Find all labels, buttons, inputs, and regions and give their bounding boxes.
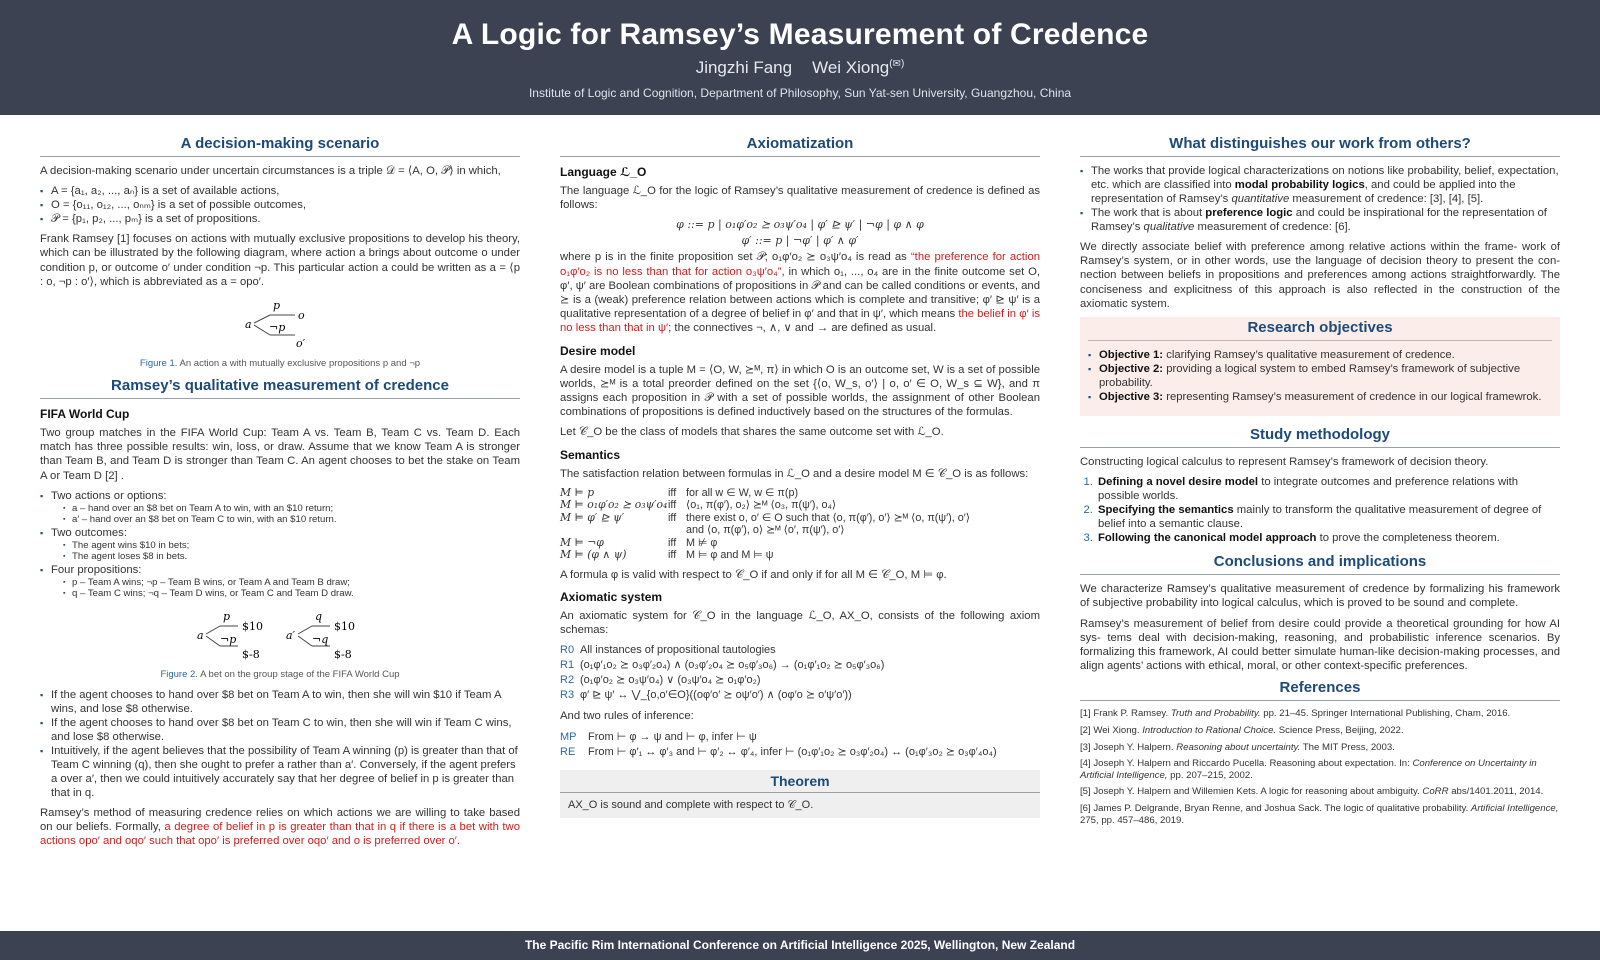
semantics-row: M ⊨ (φ ∧ ψ) iff M ⊨ φ and M ⊨ ψ [560, 548, 774, 562]
diagram-node-a: a [197, 628, 204, 642]
list-item: 1. Defining a novel desire model to integrate outcomes and preference relations with possible worlds. [1096, 475, 1560, 503]
subsection-title: Axiomatic system [560, 590, 663, 605]
list-item: ▪ If the agent chooses to hand over $8 bet on Team C to win, then she will win if Team C wins, and lose $8 otherwise. [40, 716, 520, 744]
semantics-row: M ⊨ φ′ ⊵ ψ′ iff there exist o, o′ ∈ O such that ⟨o, π(φ′), o′⟩ ⪰ᴹ ⟨o, π(ψ′), o′⟩ [560, 510, 970, 524]
sub-list-item: ▪ p – Team A wins; ¬p – Team B wins, or Team A and Team B draw; [63, 577, 520, 589]
sub-list-item: ▪ a′ – hand over an $8 bet on Team C to win, with an $10 return. [63, 514, 520, 526]
diagram-node-win: $10 [242, 619, 263, 633]
bullet-list [40, 688, 520, 800]
paragraph: An axiomatic system for 𝒞_O in the language ℒ_O, AX_O, consists of the following axiom schemas: [560, 610, 1040, 637]
section-title: References [1080, 679, 1560, 701]
diagram-node-p: p [223, 609, 231, 623]
paragraph: We characterize Ramsey’s qualitative measurement of credence by formalizing his framework of subjective probability into logical calculus, which is proved to be sound and complete. [1080, 583, 1560, 610]
list-item: ▪ The works that provide logical characterizations on notions like probability, belief, expectation, etc. which are classified into modal probability logics, and could be applied into the representation of Ramsey’s quantitative measurement of credence: [3], [4], [5]. [1080, 164, 1560, 206]
column-right [1080, 135, 1560, 831]
numbered-list [1096, 475, 1560, 545]
section-title: Conclusions and implications [1080, 553, 1560, 575]
subsection-title: Language ℒ_O [560, 165, 647, 179]
theorem-box [560, 770, 1040, 818]
paragraph: The satisfaction relation between formulas in ℒ_O and a desire model M ∈ 𝒞_O is as follows: [560, 467, 1029, 480]
section-title: Research objectives [1088, 319, 1552, 341]
axiom: R2 (o₁φ′o₂ ⪰ o₃ψ′o₄) ∨ (o₃ψ′o₄ ⪰ o₁φ′o₂) [560, 674, 761, 687]
semantics-row: M ⊨ ¬φ iff M ⊭ φ [560, 535, 718, 549]
paragraph: Constructing logical calculus to represent Ramsey’s framework of decision theory. [1080, 456, 1489, 469]
list-item: 2. Specifying the semantics mainly to transform the qualitative measurement of degree of belief into a semantic clause. [1096, 503, 1560, 531]
figure-1-diagram [40, 295, 520, 351]
paragraph: The language ℒ_O for the logic of Ramsey’s qualitative measurement of credence is defined as follows: [560, 185, 1040, 212]
section-title: Ramsey’s qualitative measurement of credence [40, 377, 520, 399]
paragraph: where p is in the finite proposition set 𝒫; o₁φ′o₂ ⪰ o₃ψ′o₄ is read as “the preference for action o₁φ′o₂ is no less than that for action o₃ψ′o₄”, in which o₁, ..., o₄ are in the finite outcome set O, φ′, ψ′ are Boolean combinations of propositions in 𝒫 and can be called conditions or events, and ⪰ is a (weak) preference relation between actions which is complete and transitive; φ′ ⊵ ψ′ is a qualitative representation of a degree of belief in φ′ and that in ψ′, which means the belief in φ′ is no less than that in ψ′; the connectives ¬, ∧, ∨ and → are defined as usual. [560, 251, 1041, 335]
key-definition: a degree of belief in p is greater than that in q if there is a bet with two actions opo′ and oqo′ such that opo′ is preferred over oqo′ and o is preferred over o′. [40, 821, 520, 848]
sub-list-item: ▪ The agent wins $10 in bets; [63, 540, 520, 552]
sub-list [63, 577, 520, 600]
affiliation: Institute of Logic and Cognition, Department of Philosophy, Sun Yat-sen University, Guangzhou, China [528, 86, 1072, 100]
list-item: ▪ 𝒫 = {p₁, p₂, ..., pₘ} is a set of propositions. [40, 212, 520, 226]
list-item: ▪ Objective 1: clarifying Ramsey’s qualitative measurement of credence. [1088, 348, 1552, 362]
poster-title: A Logic for Ramsey’s Measurement of Credence [451, 18, 1149, 51]
bullet-list [40, 489, 520, 600]
paragraph: Ramsey’s measurement of belief from desire could provide a theoretical grounding for how AI sys- tems deal with decision-making, reasoning, and probabilistic inference scenarios. By formalizing this framework, AI could better simulate human-like decision-making processes, and align agents’ actions with ethical, moral, or other context-specific preferences. [1080, 617, 1560, 673]
paragraph: Frank Ramsey [1] focuses on actions with mutually exclusive propositions to develop his theory, which can be illustrated by the following diagram, where action a brings about outcome o under condition p, or outcome o′ under condition ¬p. This particular action a could be written as a = ⟨p : o, ¬p : o′⟩, which is abbreviated as a = opo′. [40, 233, 520, 288]
objectives-box [1080, 317, 1560, 416]
theorem-title: Theorem [560, 770, 1040, 793]
axiom: R0 All instances of propositional tautologies [560, 644, 776, 657]
diagram-node-not-q: ¬q [312, 632, 329, 646]
axiom: R3 φ′ ⊵ ψ′ ↔ ⋁_{o,o′∈O}((oφ′o′ ⪰ oψ′o′) ∧ (oφ′o ⪰ o′ψ′o′)) [560, 689, 852, 702]
sub-list-item: ▪ q – Team C wins; ¬q – Team D wins, or Team C and Team D draw. [63, 588, 520, 600]
reference-list [1080, 708, 1560, 826]
semantics-row: and ⟨o, π(φ′), o⟩ ⪰ᴹ ⟨o′, π(ψ′), o′⟩ [686, 524, 845, 537]
diagram-node-a: a [245, 318, 252, 332]
inference-rule: RE From ⊢ φ′₁ ↔ φ′₃ and ⊢ φ′₂ ↔ φ′₄, infer ⊢ (o₁φ′₁o₂ ⪰ o₃φ′₂o₄) ↔ (o₁φ′₃o₂ ⪰ o₃φ′₄o₄) [560, 745, 997, 758]
theorem-statement: AX_O is sound and complete with respect to 𝒞_O. [568, 798, 814, 811]
grammar-formula: φ′ ::= p | ¬φ′ | φ′ ∧ φ′ [741, 234, 859, 248]
sub-list [63, 503, 520, 526]
list-item: 3. Following the canonical model approach to prove the completeness theorem. [1096, 531, 1560, 545]
paragraph: A desire model is a tuple M = ⟨O, W, ⪰ᴹ, π⟩ in which O is an outcome set, W is a set of possible worlds, ⪰ᴹ is a total preorder defined on the set {⟨o, W_s, o′⟩ | o, o′ ∈ O, W_s ⊆ W}, and π assigns each proposition in 𝒫 with a set of possible worlds, the assignment of other Boolean combinations of propositions is defined inductively based on the structures of the formulas. [560, 363, 1040, 419]
list-item: ▪ If the agent chooses to hand over $8 bet on Team A to win, then she will win $10 if Team A wins, and lose $8 otherwise. [40, 688, 520, 716]
list-item: ▪ Intuitively, if the agent believes that the possibility of Team A winning (p) is greater than that of Team C winning (q), then she ought to prefer a rather than a′. Conversely, if the agent prefers a over a′, then we could intuitively accurately say that her degree of belief in p is greater than that in q. [40, 744, 520, 800]
column-left [40, 135, 520, 854]
figure-2-diagram [40, 606, 520, 662]
subsection-title: FIFA World Cup [40, 407, 130, 422]
list-item: ▪ A = {a₁, a₂, ..., aₙ} is a set of available actions, [40, 184, 520, 198]
diagram-node-p: p [273, 299, 281, 313]
paragraph: We directly associate belief with preference among relative actions within the frame- work of Ramsey’s system, or in other words, use the language of decision theory to present the con- nection between beliefs in propositions and preferences among actions straightforwardly. The conciseness and explicitness of this approach is also reflected in the construction of the axiomatic system. [1080, 241, 1560, 310]
diagram-node-not-p: ¬p [269, 321, 286, 335]
poster-footer: The Pacific Rim International Conference on Artificial Intelligence 2025, Wellington, New Zealand [0, 931, 1600, 960]
grammar-formula: φ ::= p | o₁φ′o₂ ⪰ o₃ψ′o₄ | φ′ ⊵ ψ′ | ¬φ | φ ∧ φ [676, 218, 924, 232]
list-item: ▪ O = {o₁₁, o₁₂, ..., oₙₘ} is a set of possible outcomes, [40, 198, 520, 212]
bullet-list [1080, 164, 1560, 234]
section-title: What distinguishes our work from others? [1080, 135, 1560, 157]
subsection-title: Desire model [560, 343, 636, 358]
reference-item: [6] James P. Delgrande, Bryan Renne, and Joshua Sack. The logic of qualitative probability. Artificial Intelligence, 275, pp. 457–486, 2019. [1080, 803, 1559, 826]
subsection-title: Semantics [560, 447, 621, 462]
axiom-list [560, 643, 1040, 703]
corresponding-mark: (✉) [889, 58, 905, 70]
reference-item: [5] Joseph Y. Halpern and Willemien Kets. A logic for reasoning about ambiguity. CoRR abs/1401.2011, 2014. [1080, 786, 1544, 798]
paragraph: And two rules of inference: [560, 710, 694, 723]
bullet-list [40, 184, 520, 226]
inference-rule: MP From ⊢ φ → ψ and ⊢ φ, infer ⊢ ψ [560, 730, 757, 743]
diagram-node-not-p: ¬p [220, 632, 237, 646]
author-name: Jingzhi Fang [695, 58, 793, 77]
list-item: ▪ The work that is about preference logic and could be inspirational for the representation of Ramsey’s qualitative measurement of credence: [6]. [1080, 206, 1560, 234]
sub-list-item: ▪ a – hand over an $8 bet on Team A to win, with an $10 return; [63, 503, 520, 515]
diagram-node-lose: $-8 [242, 647, 260, 661]
poster-header [0, 0, 1600, 115]
figure-caption: Figure 2. A bet on the group stage of the FIFA World Cup [160, 668, 400, 680]
section-title: Axiomatization [560, 135, 1040, 157]
reference-item: [3] Joseph Y. Halpern. Reasoning about uncertainty. The MIT Press, 2003. [1080, 741, 1395, 753]
paragraph: Two group matches in the FIFA World Cup: Team A vs. Team B, Team C vs. Team D. Each match has three possible results: win, loss, or draw. Assume that we know Team A is stronger than Team B, and Team D is stronger than Team C. An agent chooses to bet the stake on Team A or Team D [2] . [40, 427, 520, 482]
sub-list-item: ▪ The agent loses $8 in bets. [63, 551, 520, 563]
semantics-row: M ⊨ o₁φ′o₂ ⪰ o₃ψ′o₄ iff ⟨o₁, π(φ′), o₂⟩ ⪰ᴹ ⟨o₃, π(ψ′), o₄⟩ [560, 498, 837, 512]
diagram-node-win: $10 [334, 619, 355, 633]
inference-rules [560, 730, 1040, 760]
sub-list [63, 540, 520, 563]
section-title: Study methodology [1080, 426, 1560, 448]
diagram-node-o-prime: o′ [296, 337, 306, 351]
semantics-table [560, 487, 1040, 562]
list-item: ▪ Objective 3: representing Ramsey’s measurement of credence in our logical framewrok. [1088, 390, 1552, 404]
reference-item: [2] Wei Xiong. Introduction to Rational Choice. Science Press, Beijing, 2022. [1080, 725, 1404, 737]
reference-item: [1] Frank P. Ramsey. Truth and Probability. pp. 21–45. Springer International Publishing, Cham, 2016. [1080, 708, 1511, 720]
paragraph: A decision-making scenario under uncertain circumstances is a triple 𝒟 = ⟨A, O, 𝒫⟩ in which, [40, 165, 501, 177]
author-name: Wei Xiong(✉) [812, 58, 905, 77]
column-middle [560, 135, 1040, 818]
section-title: A decision-making scenario [40, 135, 520, 157]
list-item: ▪ Two actions or options: ▪ a – hand over an $8 bet on Team A to win, with an $10 return; ▪ a′ – hand over an $8 bet on Team C to win, with an $10 return. [40, 489, 520, 526]
list-item: ▪ Four propositions: ▪ p – Team A wins; ¬p – Team B wins, or Team A and Team B draw; ▪ q – Team C wins; ¬q – Team D wins, or Team C and Team D draw. [40, 563, 520, 600]
list-item: ▪ Two outcomes: ▪ The agent wins $10 in bets; ▪ The agent loses $8 in bets. [40, 526, 520, 563]
bullet-list [1088, 348, 1552, 404]
diagram-node-a-prime: a′ [286, 628, 296, 642]
paragraph: A formula φ is valid with respect to 𝒞_O if and only if for all M ∈ 𝒞_O, M ⊨ φ. [560, 568, 947, 581]
list-item: ▪ Objective 2: providing a logical system to embed Ramsey’s framework of subjective probability. [1088, 362, 1552, 390]
reference-item: [4] Joseph Y. Halpern and Riccardo Pucella. Reasoning about expectation. In: Conference on Uncertainty in Artificial Intelligence, pp. 207–215, 2002. [1080, 758, 1537, 781]
figure-caption: Figure 1. An action a with mutually exclusive propositions p and ¬p [139, 358, 421, 370]
diagram-node-q: q [315, 609, 323, 623]
author-list [0, 58, 1600, 78]
paragraph: Let 𝒞_O be the class of models that shares the same outcome set with ℒ_O. [560, 426, 944, 439]
axiom: R1 (o₁φ′₁o₂ ⪰ o₃φ′₂o₄) ∧ (o₃φ′₂o₄ ⪰ o₅φ′₃o₆) → (o₁φ′₁o₂ ⪰ o₅φ′₃o₆) [560, 659, 885, 672]
diagram-node-lose: $-8 [334, 647, 352, 661]
semantics-row: M ⊨ p iff for all w ∈ W, w ∈ π(p) [560, 485, 799, 499]
paragraph: Ramsey’s method of measuring credence relies on which actions we are willing to take based on our beliefs. Formally, a degree of belief in p is greater than that in q if there is a bet with two actions opo′ and oqo′ such that opo′ is preferred over oqo′ and o is preferred over o′. [40, 806, 520, 848]
diagram-node-o: o [298, 309, 305, 323]
